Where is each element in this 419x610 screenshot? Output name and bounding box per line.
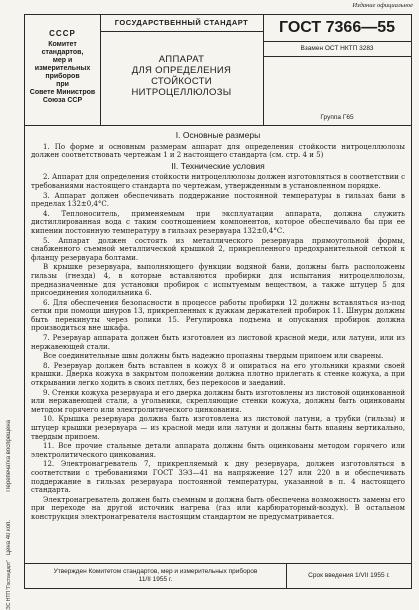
paragraph: 7. Резервуар аппарата должен быть изготовлен из листовой красной меди, или латуни, или из нержавеющей стали. <box>31 334 405 351</box>
paragraph: В крышке резервуара, выполняющего функции водяной бани, должны быть расположены гильзы (гнезда) 4, в которые вставляются пробирки для испытания нитроцеллюлозы, предназначенные для установки пробирок с испытуемым веществом, а также штуцер 5 для присоединения холодильника 6. <box>31 263 405 298</box>
paragraph: Все соединительные швы должны быть надежно пропаяны твердым припоем или сварены. <box>43 352 384 361</box>
group-code: Группа Г65 <box>320 114 354 121</box>
paragraph: 1. По форме и основным размерам аппарат для определения стойкости нитроцеллюлозы должен соответствовать чертежам 1 и 2 настоящего стандарта (см. стр. 4 и 5) <box>31 142 405 160</box>
document-footer <box>25 563 411 588</box>
effective-date: Срок введения 1/VII 1955 г. <box>308 572 390 579</box>
section-heading: I. Основные размеры <box>175 130 261 140</box>
header-rule <box>25 125 411 126</box>
paragraph: 8. Резервуар должен быть вставлен в кожух 8 и опираться на его угольники краями своей крышки. Дверка кожуха в закрытом положении должна плотно прилегать к стенке кожуха, а при открывании легко ходить в своих петлях, без перекосов и заеданий. <box>31 361 405 388</box>
price-note: Цена 40 коп. <box>6 520 12 556</box>
org-name: Комитет стандартов, мер и измерительных приборов при Совете Министров Союза ССР <box>29 41 96 104</box>
document-title: АППАРАТ ДЛЯ ОПРЕДЕЛЕНИЯ СТОЙКОСТИ НИТРОЦЕЛЛЮЛОЗЫ <box>131 54 232 98</box>
issuing-organization <box>25 15 101 125</box>
paragraph: Электронагреватель должен быть съемным и должна быть обеспечена возможность замены его при переходе на другой источник нагрева (газ или карбюраторный-воздух). В остальном конструкция электронагревателя настоящим стандартом не предусматривается. <box>31 495 405 521</box>
approval-note: Утвержден Комитетом стандартов, мер и измерительных приборов 11/II 1955 г. <box>25 564 287 588</box>
section-heading: II. Технические условия <box>171 160 265 171</box>
paragraph: 6. Для обеспечения безопасности в процессе работы пробирки 12 должны вставляться из-под сетки при помощи шнуров 13, прикрепленных к дужкам держателей пробирок 11. Шнуры должны быть перекинуты через ролики 15. Регулировка подъема и опускания пробирок должна производиться вне шкафа. <box>31 298 405 333</box>
paragraph: 3. Аппарат должен обеспечивать поддержание постоянной температуры в гильзах бани в пределах 132±0,4°С. <box>31 191 405 209</box>
publisher-note: ЭС НТП "Гостандарт" <box>6 560 12 610</box>
reprint-note: Перепечатка воспрещена <box>6 420 12 492</box>
paragraph: 4. Теплоноситель, применяемым при эксплуатации аппарата, должна служить дистиллированная вода с таким соотношением компонентов, которое обеспечивало бы при ее кипении постоянную температуру в гильзах резервуара 132±0,4°С. <box>31 209 405 235</box>
document-frame <box>24 14 412 589</box>
replaces-note: Взамен ОСТ НКТП 3283 <box>263 42 411 57</box>
paragraph: 11. Все прочие стальные детали аппарата должны быть оцинкованы методом горячего или электролитического цинкования. <box>31 442 405 459</box>
standard-label: ГОСУДАРСТВЕННЫЙ СТАНДАРТ <box>100 15 263 32</box>
paragraph: 9. Стенки кожуха резервуара и его дверка должны быть изготовлены из листовой оцинкованной или нержавеющей стали, а угольники, скрепляющие стенки кожуха, должны быть оцинкованы методом горячего или электролитического цинкования. <box>31 388 405 414</box>
paragraph: 2. Аппарат для определения стойкости нитроцеллюлозы должен изготовляться в соответствии с требованиями настоящего стандарта по чертежам, утвержденным в установленном порядке. <box>31 173 405 190</box>
ussr-label: СССР <box>49 29 76 38</box>
standard-title-block <box>100 15 264 125</box>
edition-note: Издание официальное <box>352 2 413 9</box>
document-header <box>25 15 411 125</box>
gost-number: ГОСТ 7366—55 <box>263 15 411 42</box>
standard-number-block <box>263 15 411 125</box>
paragraph: 5. Аппарат должен состоять из металлического резервуара прямоугольной формы, снабженного съемной металлической крышкой 2, прикрепленного предохранительной сеткой к фланцу резервуара болтами. <box>31 236 405 262</box>
document-body <box>31 129 405 523</box>
paragraph: 12. Электронагреватель 7, прикрепляемый к дну резервуара, должен изготовляться в соответствии с требованиями ГОСТ 3Э3—41 на напряжение 127 или 220 в и обеспечивать поддержание в гильзах резервуара постоянной температуры, указанной в п. 4 настоящего стандарта. <box>31 460 405 495</box>
paragraph: 10. Крышка резервуара должна быть изготовлена из листовой латуни, а трубки (гильзы) и штуцер крышки резервуара — из красной меди или латуни и должны быть впаяны вертикально, твердым припоем. <box>31 415 405 441</box>
